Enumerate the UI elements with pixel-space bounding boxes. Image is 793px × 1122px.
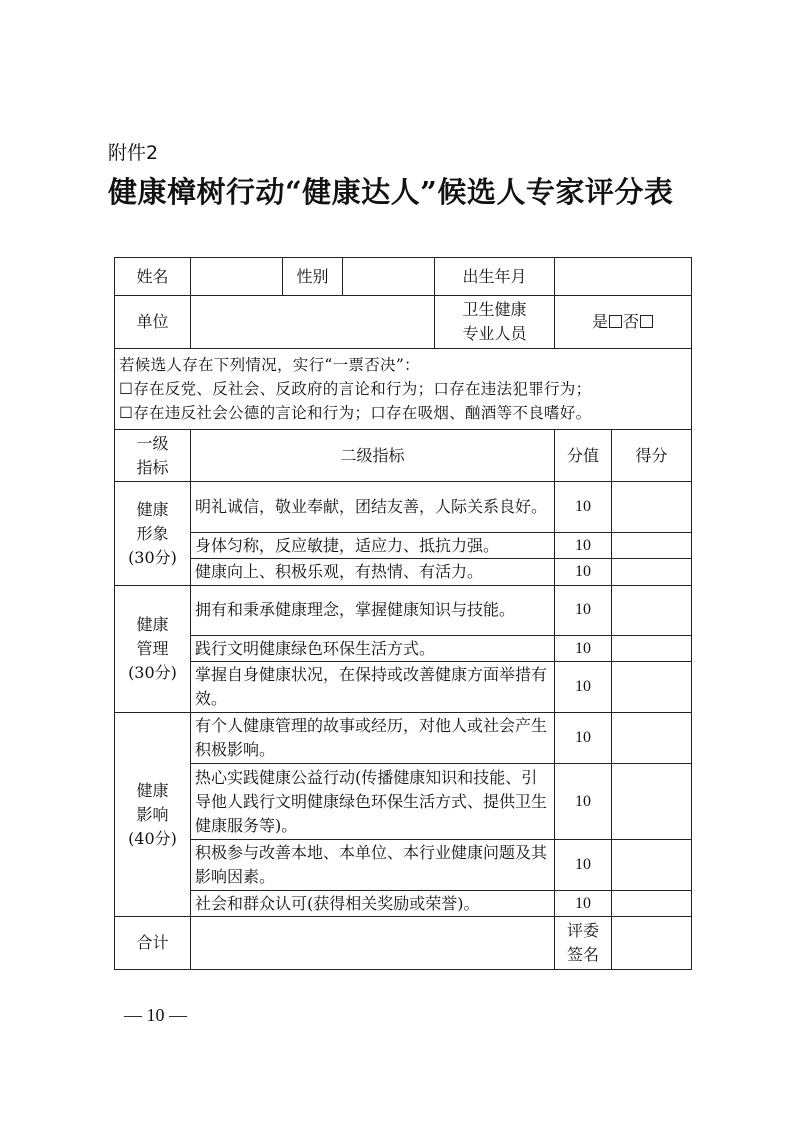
veto-line-2: ☐存在违反社会公德的言论和行为；口存在吸烟、酗酒等不良嗜好。 (119, 403, 592, 422)
group-name-line1: 健康 (136, 780, 169, 800)
veto-clause (115, 349, 692, 430)
points-header: 分值 (555, 429, 612, 482)
score-input[interactable] (612, 482, 692, 533)
unit-field[interactable] (191, 296, 435, 349)
score-input[interactable] (612, 559, 692, 585)
indicator-text: 身体匀称，反应敏捷，适应力、抵抗力强。 (191, 533, 555, 559)
indicator-text: 有个人健康管理的故事或经历，对他人或社会产生积极影响。 (191, 713, 555, 764)
group-name-line2: 形象 (136, 523, 169, 543)
health-pro-label-line1: 卫生健康 (462, 300, 527, 320)
table-row (115, 482, 692, 533)
score-header: 得分 (612, 429, 692, 482)
indicator-points: 10 (555, 636, 612, 662)
indicator-text: 掌握自身健康状况，在保持或改善健康方面举措有效。 (191, 662, 555, 713)
yes-label: 是 (591, 312, 608, 332)
veto-row (115, 349, 692, 430)
total-label: 合计 (115, 917, 191, 970)
veto-line-1: ☐存在反党、反社会、反政府的言论和行为；口存在违法犯罪行为； (119, 379, 592, 398)
level1-header-line2: 指标 (136, 457, 169, 477)
health-pro-label (435, 296, 555, 349)
group-name-line2: 影响 (136, 804, 169, 824)
indicator-points: 10 (555, 891, 612, 917)
score-input[interactable] (612, 662, 692, 713)
group-cell (115, 585, 191, 712)
indicator-points: 10 (555, 533, 612, 559)
level1-header-line1: 一级 (136, 433, 169, 453)
table-row (115, 636, 692, 662)
level2-header: 二级指标 (191, 429, 555, 482)
birth-label: 出生年月 (435, 258, 555, 296)
indicator-points: 10 (555, 585, 612, 636)
score-input[interactable] (612, 891, 692, 917)
table-row (115, 891, 692, 917)
indicator-text: 社会和群众认可(获得相关奖励或荣誉)。 (191, 891, 555, 917)
page-number: — 10 — (124, 1005, 187, 1025)
table-row (115, 713, 692, 764)
attachment-label: 附件2 (108, 142, 159, 164)
indicator-points: 10 (555, 662, 612, 713)
no-checkbox[interactable] (640, 315, 653, 328)
gender-field[interactable] (343, 258, 435, 296)
indicator-text: 积极参与改善本地、本单位、本行业健康问题及其影响因素。 (191, 840, 555, 891)
group-name-line2: 管理 (136, 638, 169, 658)
no-label: 否 (623, 312, 640, 332)
birth-field[interactable] (555, 258, 692, 296)
unit-label: 单位 (115, 296, 191, 349)
table-row (115, 585, 692, 636)
indicator-text: 践行文明健康绿色环保生活方式。 (191, 636, 555, 662)
indicator-points: 10 (555, 713, 612, 764)
personal-info-row (115, 258, 692, 296)
indicator-points: 10 (555, 559, 612, 585)
table-row (115, 763, 692, 840)
table-row (115, 559, 692, 585)
column-header-row (115, 429, 692, 482)
signature-label (555, 917, 612, 970)
indicator-text: 拥有和秉承健康理念，掌握健康知识与技能。 (191, 585, 555, 636)
indicator-text: 健康向上、积极乐观，有热情、有活力。 (191, 559, 555, 585)
page-title: 健康樟树行动“健康达人”候选人专家评分表 (108, 175, 674, 209)
score-input[interactable] (612, 636, 692, 662)
signature-field[interactable] (612, 917, 692, 970)
indicator-points: 10 (555, 763, 612, 840)
yes-checkbox[interactable] (609, 315, 622, 328)
group-cell (115, 482, 191, 585)
score-input[interactable] (612, 713, 692, 764)
score-input[interactable] (612, 533, 692, 559)
signature-label-line1: 评委 (566, 921, 599, 941)
total-row (115, 917, 692, 970)
score-input[interactable] (612, 840, 692, 891)
name-label: 姓名 (115, 258, 191, 296)
group-weight: (30分) (128, 662, 177, 682)
group-cell (115, 713, 191, 917)
group-name-line1: 健康 (136, 614, 169, 634)
scoring-form-table (114, 257, 692, 970)
score-input[interactable] (612, 763, 692, 840)
group-weight: (30分) (128, 547, 177, 567)
health-pro-label-line2: 专业人员 (462, 324, 527, 344)
veto-intro: 若候选人存在下列情况，实行“一票否决”： (119, 355, 420, 374)
indicator-points: 10 (555, 840, 612, 891)
name-field[interactable] (191, 258, 283, 296)
unit-row (115, 296, 692, 349)
table-row (115, 533, 692, 559)
table-row (115, 662, 692, 713)
indicator-text: 热心实践健康公益行动(传播健康知识和技能、引导他人践行文明健康绿色环保生活方式、提供卫生健康服务等)。 (191, 763, 555, 840)
indicator-points: 10 (555, 482, 612, 533)
indicator-text: 明礼诚信，敬业奉献，团结友善，人际关系良好。 (191, 482, 555, 533)
gender-label: 性别 (283, 258, 343, 296)
group-name-line1: 健康 (136, 499, 169, 519)
total-field[interactable] (191, 917, 555, 970)
signature-label-line2: 签名 (566, 945, 599, 965)
score-input[interactable] (612, 585, 692, 636)
level1-header (115, 429, 191, 482)
table-row (115, 840, 692, 891)
health-pro-choice (555, 296, 692, 349)
group-weight: (40分) (128, 828, 177, 848)
